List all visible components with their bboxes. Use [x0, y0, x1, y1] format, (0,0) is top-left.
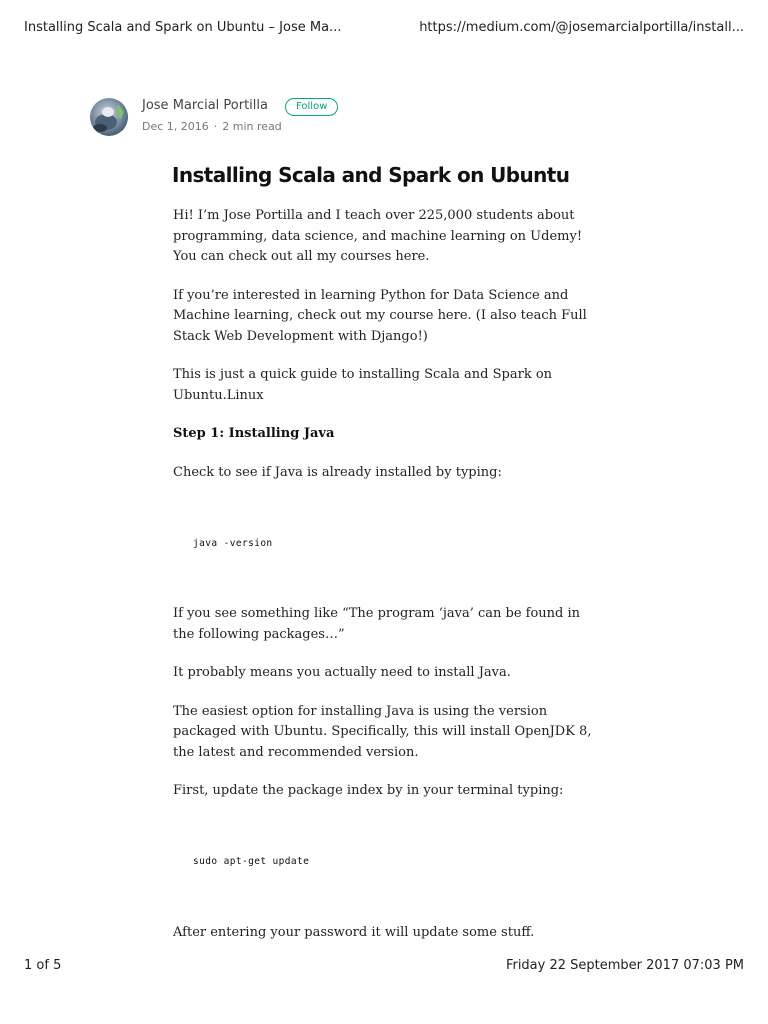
print-date: Friday 22 September 2017 07:03 PM: [505, 958, 744, 973]
update-instruction-paragraph: First, update the package index by in your terminal typing:: [173, 783, 564, 798]
author-name[interactable]: Jose Marcial Portilla: [142, 98, 268, 113]
program-note-paragraph: If you see something like “The program ‘java’ can be found in the following packages…”: [173, 606, 581, 642]
intro-paragraph: Hi! I’m Jose Portilla and I teach over 225,000 students about programming, data science, and machine learning on Udemy! You can check out all my courses here.: [173, 208, 583, 264]
print-page-title: Installing Scala and Spark on Ubuntu – Jose Ma...: [24, 20, 342, 35]
follow-button[interactable]: Follow: [285, 98, 338, 116]
print-footer: [24, 958, 744, 978]
post-date[interactable]: Dec 1, 2016: [142, 120, 209, 133]
course-paragraph: If you’re interested in learning Python for Data Science and Machine learning, check out my course here. (I also teach Full Stack Web Development with Django!): [173, 287, 587, 344]
avatar[interactable]: [90, 98, 128, 136]
meta-separator: ·: [213, 120, 218, 133]
page-number: 1 of 5: [24, 958, 62, 973]
article-body: [173, 158, 603, 943]
article-title: Installing Scala and Spark on Ubuntu: [172, 163, 570, 187]
easiest-option-paragraph: The easiest option for installing Java is using the version packaged with Ubuntu. Specifically, this will install OpenJDK 8, the latest and recommended version.: [173, 703, 592, 760]
install-note-paragraph: It probably means you actually need to install Java.: [173, 665, 511, 680]
post-meta: [142, 120, 282, 133]
after-password-paragraph: After entering your password it will update some stuff.: [173, 924, 535, 940]
read-time: 2 min read: [222, 120, 282, 133]
check-java-paragraph: Check to see if Java is already installed by typing:: [173, 464, 502, 480]
print-header: [24, 20, 744, 40]
code-apt-update: sudo apt-get update: [193, 855, 310, 867]
avatar-photo-icon: [90, 98, 128, 136]
print-page-url[interactable]: https://medium.com/@josemarcialportilla/install...: [419, 20, 744, 35]
step1-heading: Step 1: Installing Java: [173, 426, 335, 441]
code-java-version: java -version: [193, 538, 273, 549]
guide-paragraph: This is just a quick guide to installing Scala and Spark on Ubuntu.Linux: [173, 367, 553, 403]
